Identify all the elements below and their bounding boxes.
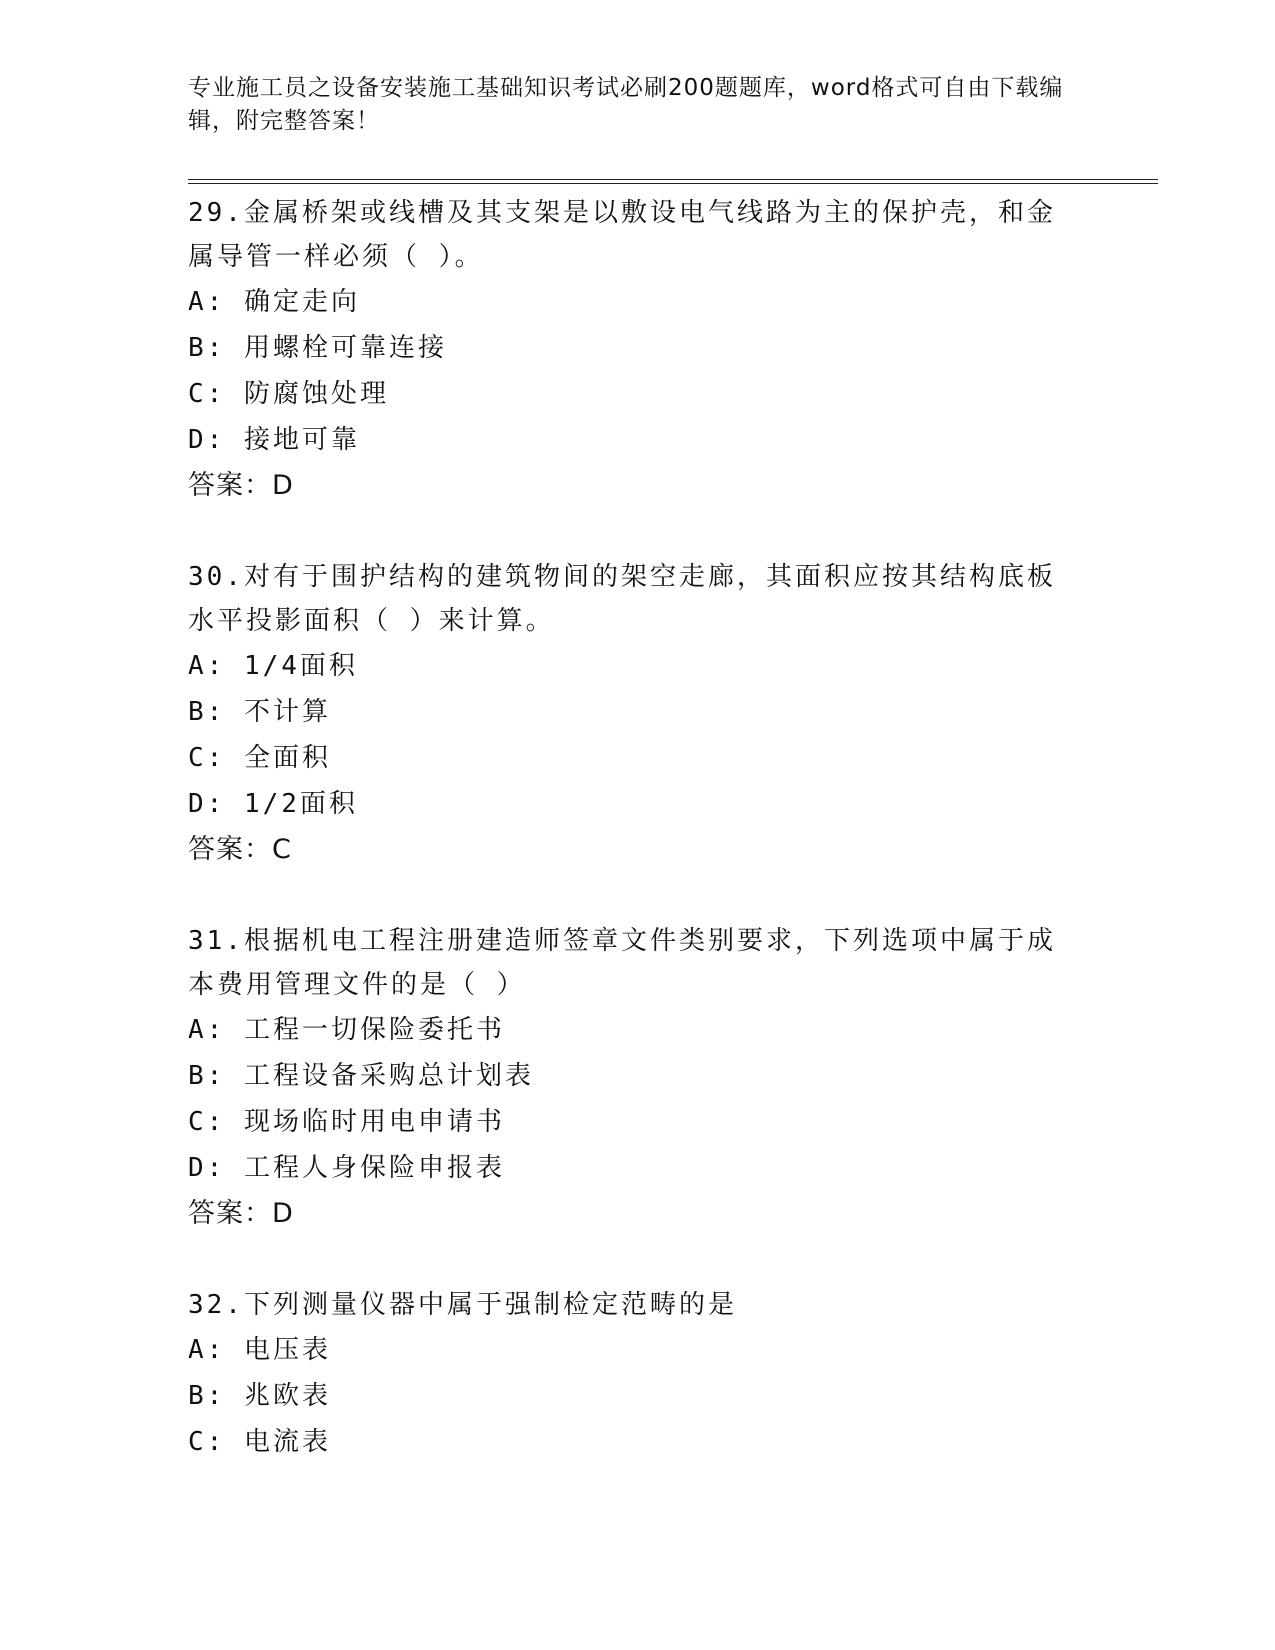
answer: 答案：C [188, 834, 292, 865]
option-a: A: 电压表 [188, 1335, 331, 1365]
question-stem: 29.金属桥架或线槽及其支架是以敷设电气线路为主的保护壳，和金属导管一样必须（ ）。 [188, 198, 1056, 272]
document-header: 专业施工员之设备安装施工基础知识考试必刷200题题库，word格式可自由下载编辑，附完整答案！ [188, 75, 1064, 134]
option-c: C: 电流表 [188, 1427, 331, 1457]
option-c: C: 防腐蚀处理 [188, 379, 389, 409]
question-stem: 31.根据机电工程注册建造师签章文件类别要求，下列选项中属于成本费用管理文件的是（ ） [188, 926, 1056, 1000]
option-b: B: 工程设备采购总计划表 [188, 1061, 534, 1091]
option-a: A: 工程一切保险委托书 [188, 1015, 505, 1045]
question-32 [188, 1283, 1088, 1465]
option-d: D: 1/2面积 [188, 789, 358, 819]
question-list [188, 191, 1088, 1465]
answer: 答案：D [188, 470, 294, 501]
question-gap [188, 873, 1088, 919]
question-stem: 32.下列测量仪器中属于强制检定范畴的是 [188, 1290, 737, 1320]
option-d: D: 接地可靠 [188, 425, 360, 455]
header-rule-bottom [188, 183, 1158, 184]
header-rule-top [188, 179, 1158, 180]
question-gap [188, 509, 1088, 555]
option-b: B: 不计算 [188, 697, 331, 727]
option-b: B: 用螺栓可靠连接 [188, 333, 447, 363]
option-c: C: 全面积 [188, 743, 331, 773]
option-d: D: 工程人身保险申报表 [188, 1153, 505, 1183]
option-c: C: 现场临时用电申请书 [188, 1107, 505, 1137]
question-31 [188, 919, 1088, 1283]
question-29 [188, 191, 1088, 555]
option-a: A: 确定走向 [188, 287, 360, 317]
document-page [188, 0, 1158, 1650]
question-stem: 30.对有于围护结构的建筑物间的架空走廊，其面积应按其结构底板水平投影面积（ ）来计算。 [188, 562, 1056, 636]
option-a: A: 1/4面积 [188, 651, 358, 681]
answer: 答案：D [188, 1198, 294, 1229]
option-b: B: 兆欧表 [188, 1381, 331, 1411]
question-gap [188, 1237, 1088, 1283]
question-30 [188, 555, 1088, 919]
